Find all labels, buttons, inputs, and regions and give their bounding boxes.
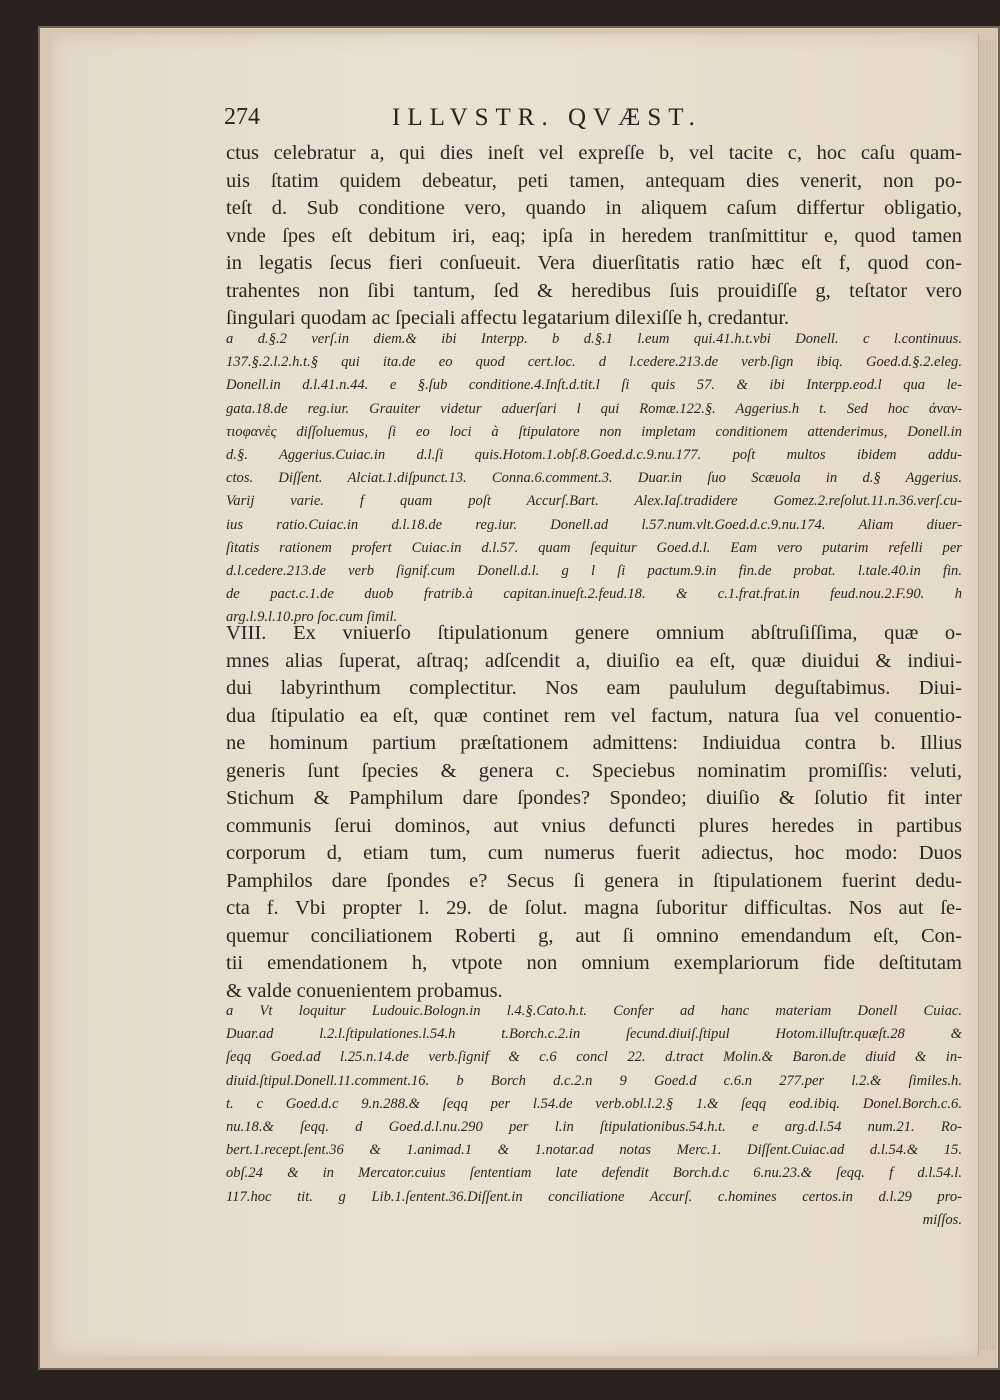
text-line: uis ſtatim quidem debeatur, peti tamen, antequam dies venerit, non po- bbox=[226, 169, 962, 192]
footnote-line: de pact.c.1.de duob fratrib.à capitan.inueſt.2.feud.18. & c.1.frat.frat.in feud.nou.2.F.90. h bbox=[226, 586, 962, 603]
main-text-paragraph-2 bbox=[226, 620, 962, 1005]
text-line: ctus celebratur a, qui dies ineſt vel expreſſe b, vel tacite c, hoc caſu quam- bbox=[226, 142, 962, 164]
text-line: dui labyrinthum complectitur. Nos eam paululum deguſtabimus. Diui- bbox=[226, 677, 962, 699]
text-line: trahentes non ſibi tantum, ſed & heredibus ſuis prouidiſſe g, teſtator vero bbox=[226, 279, 962, 302]
footnote-line: Duar.ad l.2.l.ſtipulationes.l.54.h t.Borch.c.2.in ſecund.diuiſ.ſtipul Hotom.illuſtr.quæſt.28 & bbox=[226, 1026, 962, 1043]
footnotes-2 bbox=[226, 1000, 962, 1232]
text-line: dua ſtipulatio ea eſt, quæ continet rem vel factum, natura ſua vel conuentio- bbox=[226, 704, 962, 727]
footnote-line: Donell.in d.l.41.n.44. e §.ſub conditione.4.Inſt.d.tit.l ſi quis 57. & ibi Interpp.eod.l qua le- bbox=[226, 377, 962, 394]
text-line: & valde conuenientem probamus. bbox=[226, 979, 503, 1002]
text-line: teſt d. Sub conditione vero, quando in aliquem caſum differtur obligatio, bbox=[226, 197, 962, 219]
page-number: 274 bbox=[224, 104, 260, 130]
footnote-line: 137.§.2.l.2.h.t.§ qui ita.de eo quod cert.loc. d l.cedere.213.de verb.ſign ibiq. Goed.d.§.2.eleg. bbox=[226, 354, 962, 371]
footnote-line: a Vt loquitur Ludouic.Bologn.in l.4.§.Cato.h.t. Confer ad hanc materiam Donell Cuiac. bbox=[226, 1003, 962, 1019]
text-line: VIII. Ex vniuerſo ſtipulationum genere omnium abſtruſiſſima, quæ o- bbox=[226, 622, 962, 644]
footnote-line: 117.hoc tit. g Lib.1.ſentent.36.Diſſent.in conciliatione Accurſ. c.homines certos.in d.l.29 pro- bbox=[226, 1188, 962, 1205]
footnotes-1 bbox=[226, 328, 962, 629]
footnote-line: ſeqq Goed.ad l.25.n.14.de verb.ſignif & c.6 concl 22. d.tract Molin.& Baron.de diuid & in- bbox=[226, 1049, 962, 1066]
footnote-line: nu.18.& ſeqq. d Goed.d.l.nu.290 per l.in ſtipulationibus.54.h.t. e arg.d.l.54 num.21. Ro- bbox=[226, 1118, 962, 1135]
footnote-line: a d.§.2 verſ.in diem.& ibi Interpp. b d.§.1 l.eum qui.41.h.t.vbi Donell. c l.continuus. bbox=[226, 331, 962, 347]
footnote-line: Varij varie. f quam poſt Accurſ.Bart. Alex.Iaſ.tradidere Gomez.2.reſolut.11.n.36.verſ.cu- bbox=[226, 493, 962, 510]
text-line: vnde ſpes eſt debitum iri, eaq; ipſa in heredem tranſmittitur e, quod tamen bbox=[226, 224, 962, 247]
text-line: in legatis ſecus fieri conſueuit. Vera diuerſitatis ratio hæc eſt f, quod con- bbox=[226, 252, 962, 274]
text-line: communis ſerui dominos, aut vnius defuncti plures heredes in partibus bbox=[226, 814, 962, 837]
footnote-line: ſitatis rationem profert Cuiac.in d.l.57. quam ſequitur Goed.d.l. Eam vero putarim refelli per bbox=[226, 539, 962, 556]
text-line: ſingulari quodam ac ſpeciali affectu legatarium dilexiſſe h, credantur. bbox=[226, 307, 790, 329]
main-text-paragraph-1 bbox=[226, 140, 962, 333]
running-title: ILLVSTR. QVÆST. bbox=[392, 104, 702, 131]
text-line: Pamphilos dare ſpondes e? Secus ſi genera in ſtipulationem fuerint dedu- bbox=[226, 869, 962, 892]
text-line: Stichum & Pamphilum dare ſpondes? Spondeo; diuiſio & ſolutio fit inter bbox=[226, 787, 962, 809]
footnote-line: ius ratio.Cuiac.in d.l.18.de reg.iur. Donell.ad l.57.num.vlt.Goed.d.c.9.nu.174. Aliam diuer- bbox=[226, 516, 962, 533]
footnote-line: bert.1.recept.ſent.36 & 1.animad.1 & 1.notar.ad notas Merc.1. Diſſent.Cuiac.ad d.l.54.& 15. bbox=[226, 1142, 962, 1159]
text-line: cta f. Vbi propter l. 29. de ſolut. magna ſuboritur difficultas. Nos aut ſe- bbox=[226, 897, 962, 919]
text-line: ne hominum partium præſtationem admittens: Indiuidua contra b. Illius bbox=[226, 732, 962, 754]
text-line: mnes alias ſuperat, aſtraq; adſcendit a, diuiſio ea eſt, quæ diuidui & indiui- bbox=[226, 649, 962, 672]
text-line: tii emendationem h, vtpote non omnium exemplariorum fide deſtitutam bbox=[226, 952, 962, 974]
footnote-line: ctos. Diſſent. Alciat.1.diſpunct.13. Conna.6.comment.3. Duar.in ſuo Scæuola in d.§ Aggerius. bbox=[226, 470, 962, 487]
footnote-line: d.l.cedere.213.de verb ſignif.cum Donell.d.l. g l ſi pactum.9.in fin.de probat. l.tale.40.in fin. bbox=[226, 562, 962, 579]
footnote-line: gata.18.de reg.iur. Grauiter videtur aduerſari l qui Romæ.122.§. Aggerius.h t. Sed hoc ἀναν- bbox=[226, 400, 962, 417]
footnote-line: τιοφανὲς diſſoluemus, ſi eo loci à ſtipulatore non impletam conditionem attenderimus, Donell.in bbox=[226, 423, 962, 440]
footnote-line: d.§. Aggerius.Cuiac.in d.l.ſi quis.Hotom.1.obſ.8.Goed.d.c.9.nu.177. poſt multos ibidem addu- bbox=[226, 446, 962, 463]
footnote-line: arg.l.9.l.10.pro ſoc.cum ſimil. bbox=[226, 609, 398, 626]
text-line: corporum d, etiam tum, cum numerus fuerit adiectus, hoc modo: Duos bbox=[226, 842, 962, 864]
footnote-line: diuid.ſtipul.Donell.11.comment.16. b Borch d.c.2.n 9 Goed.d c.6.n 277.per l.2.& ſimiles.h. bbox=[226, 1072, 962, 1089]
footnote-line: miſſos. bbox=[922, 1211, 962, 1228]
page-header bbox=[224, 104, 784, 138]
text-line: quemur conciliationem Roberti g, aut ſi omnino emendandum eſt, Con- bbox=[226, 924, 962, 947]
text-line: generis ſunt ſpecies & genera c. Speciebus nominatim promiſſis: veluti, bbox=[226, 759, 962, 782]
page-edge bbox=[978, 40, 996, 1350]
footnote-line: obſ.24 & in Mercator.cuius ſententiam late defendit Borch.d.c 6.nu.23.& ſeqq. f d.l.54.l. bbox=[226, 1165, 962, 1182]
footnote-line: t. c Goed.d.c 9.n.288.& ſeqq per l.54.de verb.obl.l.2.§ 1.& ſeqq eod.ibiq. Donel.Borch.c.6. bbox=[226, 1095, 962, 1112]
